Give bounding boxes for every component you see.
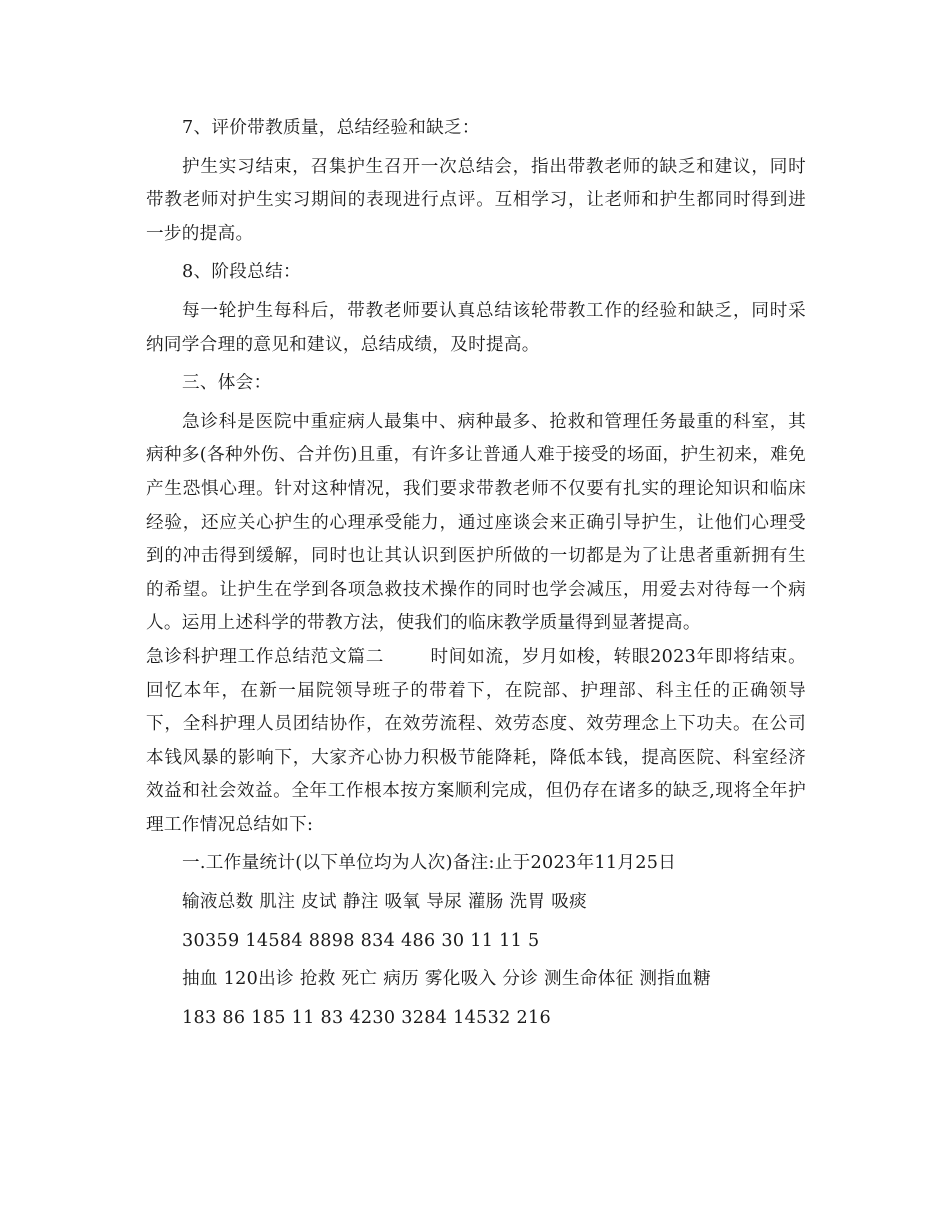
table-2-values: 183 86 185 11 83 4230 3284 14532 216 [182, 1007, 551, 1028]
item-7-heading: 7、评价带教质量，总结经验和缺乏： [182, 118, 480, 138]
section-2-body: 时间如流，岁月如梭，转眼2023年即将结束。回忆本年，在新一届院领导班子的带着下，在院部、护理部、科主任的正确领导下，全科护理人员团结协作，在效劳流程、效劳态度、效劳理念上下功夫。在公司本钱风暴的影响下，大家齐心协力积极节能降耗，降低本钱，提高医院、科室经济效益和社会效益。全年工作根本按方案顺利完成，但仍存在诸多的缺乏,现将全年护理工作情况总结如下: [146, 646, 806, 835]
experience-paragraph: 急诊科是医院中重症病人最集中、病种最多、抢救和管理任务最重的科室，其病种多(各种外伤、合并伤)且重，有许多让普通人难于接受的场面，护生初来，难免产生恐惧心理。针对这种情况，我们要求带教老师不仅要有扎实的理论知识和临床经验，还应关心护生的心理承受能力，通过座谈会来正确引导护生，让他们心理受到的冲击得到缓解，同时也让其认识到医护所做的一切都是为了让患者重新拥有生的希望。让护生在学到各项急救技术操作的同时也学会减压，用爱去对待每一个病人。运用上述科学的带教方法，使我们的临床教学质量得到显著提高。 [146, 411, 806, 634]
table-1-values: 30359 14584 8898 834 486 30 11 11 5 [182, 930, 540, 951]
document-body [146, 112, 806, 1040]
table-2-labels: 抽血 120出诊 抢救 死亡 病历 雾化吸入 分诊 测生命体征 测指血糖 [182, 969, 711, 990]
section-2-paragraph [146, 641, 806, 843]
section-3-heading: 三、体会： [182, 373, 272, 394]
table-1-labels: 输液总数 肌注 皮试 静注 吸氧 导尿 灌肠 洗胃 吸痰 [182, 892, 588, 913]
section-2-title: 急诊科护理工作总结范文篇二 [146, 646, 385, 667]
item-7-paragraph: 护生实习结束，召集护生召开一次总结会，指出带教老师的缺乏和建议，同时带教老师对护生实习期间的表现进行点评。互相学习，让老师和护生都同时得到进一步的提高。 [146, 156, 806, 244]
stats-heading: 一.工作量统计(以下单位均为人次)备注:止于2023年11月25日 [182, 853, 677, 874]
item-8-paragraph: 每一轮护生每科后，带教老师要认真总结该轮带教工作的经验和缺乏，同时采纳同学合理的意见和建议，总结成绩，及时提高。 [146, 300, 806, 355]
item-8-heading: 8、阶段总结： [182, 262, 301, 283]
